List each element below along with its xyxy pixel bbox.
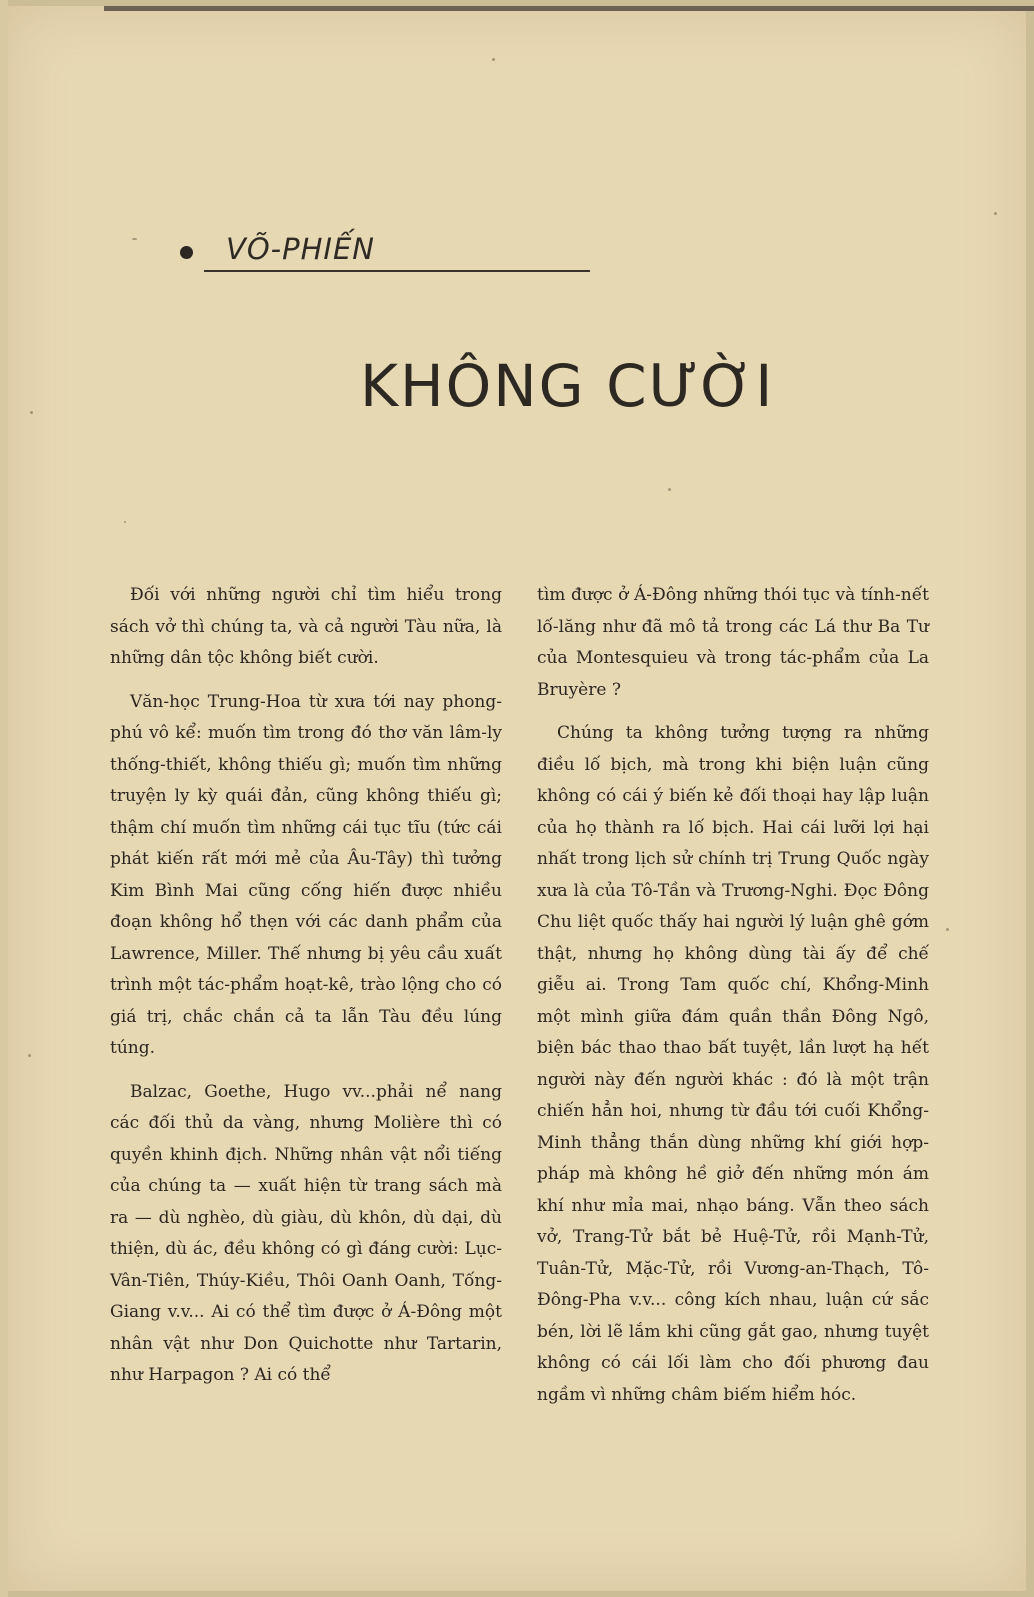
paragraph: tìm được ở Á-Đông những thói tục và tính-nết lố-lăng như đã mô tả trong các Lá thư Ba Tư của Montesquieu và trong tác-phẩm của La Bruyère ? [537, 585, 929, 700]
paper-speck [492, 58, 495, 61]
paper-speck [994, 212, 997, 215]
author-byline [176, 226, 416, 270]
paper-speck [124, 521, 126, 523]
page-top-edge [104, 6, 1034, 11]
paper-speck [132, 238, 137, 240]
paragraph: Balzac, Goethe, Hugo vv...phải nể nang các đối thủ da vàng, nhưng Molière thì có quyền khinh địch. Những nhân vật nổi tiếng của chúng ta — xuất hiện từ trang sách mà ra — dù nghèo, dù giàu, dù khôn, dù dại, dù thiện, dù ác, đều không có gì đáng cười: Lục-Vân-Tiên, Thúy-Kiều, Thôi Oanh Oanh, Tống-Giang v.v... Ai có thể tìm được ở Á-Đông một nhân vật như Don Quichotte như Tartarin, như Harpagon ? Ai có thể [110, 1081, 502, 1385]
article-title: KHÔNG CƯỜI [360, 352, 775, 420]
text-column-left [110, 580, 502, 1402]
paper-speck [668, 488, 671, 491]
paper-speck [946, 928, 949, 931]
paragraph: Đối với những người chỉ tìm hiểu trong sách vở thì chúng ta, và cả người Tàu nữa, là những dân tộc không biết cười. [110, 585, 502, 668]
text-column-right [537, 580, 929, 1423]
page-edge-left [0, 0, 8, 1597]
bullet-icon [180, 246, 193, 259]
author-underline [204, 270, 590, 272]
paragraph: Văn-học Trung-Hoa từ xưa tới nay phong-phú vô kể: muốn tìm trong đó thơ văn lâm-ly thống-thiết, không thiếu gì; muốn tìm những truyện ly kỳ quái đản, cũng không thiếu gì; thậm chí muốn tìm những cái tục tĩu (tức cái phát kiến rất mới mẻ của Âu-Tây) thì tưởng Kim Bình Mai cũng cống hiến được nhiều đoạn không hổ thẹn với các danh phẩm của Lawrence, Miller. Thế nhưng bị yêu cầu xuất trình một tác-phẩm hoạt-kê, trào lộng cho có giá trị, chắc chắn cả ta lẫn Tàu đều lúng túng. [110, 691, 502, 1058]
paper-speck [30, 411, 33, 414]
paper-speck [28, 1054, 31, 1057]
author-name: VÕ-PHIẾN [226, 232, 375, 266]
paragraph: Chúng ta không tưởng tượng ra những điều lố bịch, mà trong khi biện luận cũng không có cái ý biến kẻ đối thoại hay lập luận của họ thành ra lố bịch. Hai cái lưỡi lợi hại nhất trong lịch sử chính trị Trung Quốc ngày xưa là của Tô-Tần và Trương-Nghi. Đọc Đông Chu liệt quốc thấy hai người lý luận ghê gớm thật, nhưng họ không dùng tài ấy để chế giễu ai. Trong Tam quốc chí, Khổng-Minh một mình giữa đám quần thần Đông Ngô, biện bác thao thao bất tuyệt, lần lượt hạ hết người này đến người khác : đó là một trận chiến hẳn hoi, nhưng từ đầu tới cuối Khổng-Minh thẳng thắn dùng những khí giới hợp-pháp mà không hề giở đến những món ám khí như mỉa mai, nhạo báng. Vẫn theo sách vở, Trang-Tử bắt bẻ Huệ-Tử, rồi Mạnh-Tử, Tuân-Tử, Mặc-Tử, rồi Vương-an-Thạch, Tô-Đông-Pha v.v... công kích nhau, luận cứ sắc bén, lời lẽ lắm khi cũng gắt gao, nhưng tuyệt không có cái lối làm cho đối phương đau ngầm vì những châm biếm hiểm hóc. [537, 723, 929, 1405]
